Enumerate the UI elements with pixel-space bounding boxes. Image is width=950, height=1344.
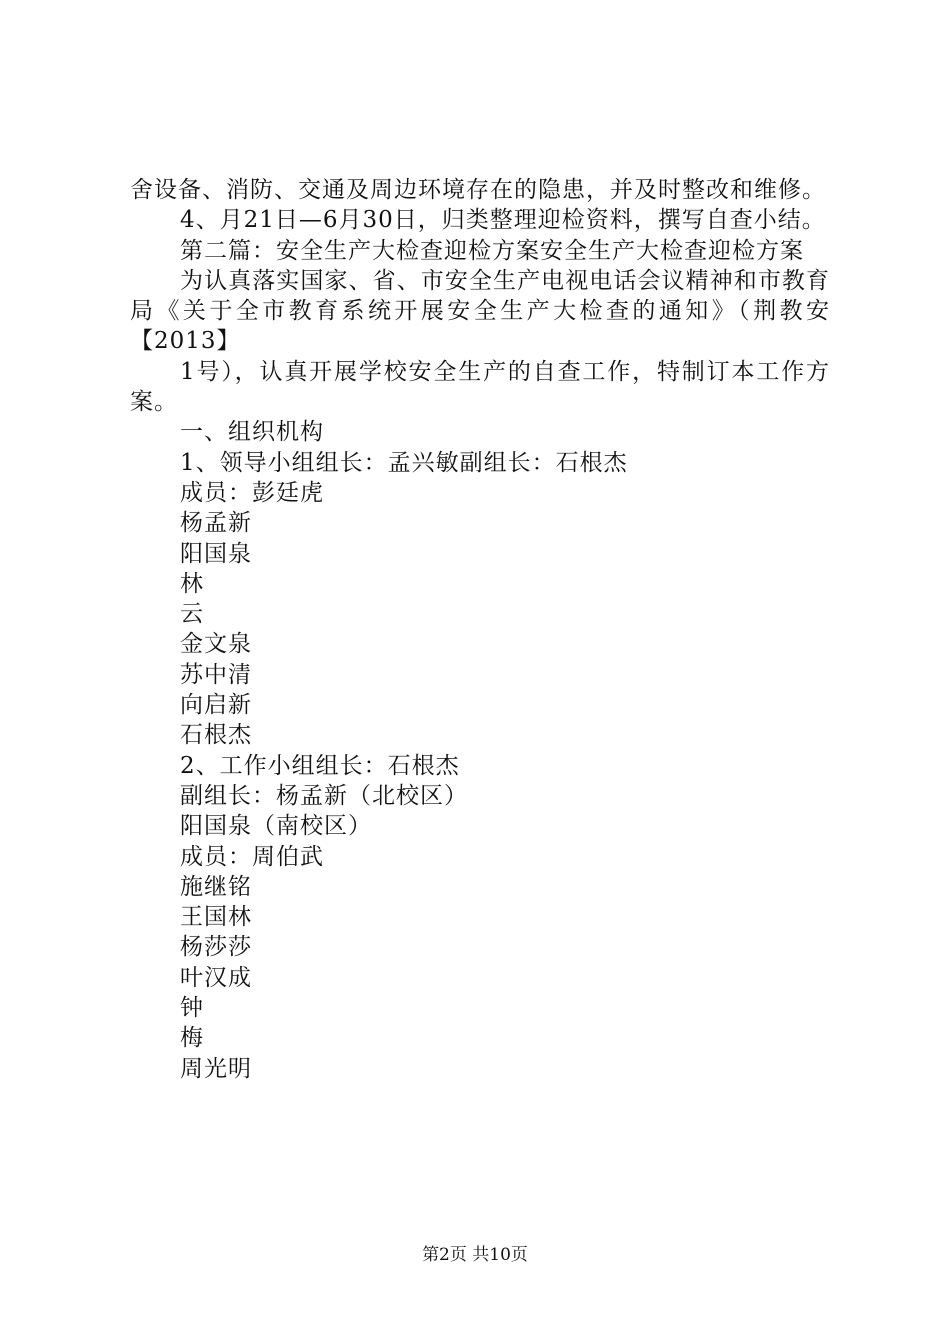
list-item: 周光明 [180, 1055, 252, 1082]
list-item: 阳国泉 [180, 540, 252, 567]
list-item: 向启新 [180, 692, 252, 719]
list-item: 副组长：杨孟新（北校区） [180, 782, 468, 809]
list-item: 1、领导小组组长：孟兴敏副组长：石根杰 [180, 449, 628, 476]
list-item: 林 [180, 570, 204, 597]
list-item: 阳国泉（南校区） [180, 813, 372, 840]
list-item: 成员：彭廷虎 [180, 479, 324, 506]
list-item: 云 [180, 601, 204, 628]
document-body [130, 175, 830, 1084]
list-heading: 一、组织机构 [180, 419, 324, 446]
page-number: 第2页 共10页 [422, 1245, 528, 1265]
list-item: 成员：周伯武 [180, 843, 324, 870]
list-item: 苏中清 [180, 661, 252, 688]
list-item: 叶汉成 [180, 964, 252, 991]
list-item: 梅 [180, 1025, 204, 1052]
list-item: 石根杰 [180, 722, 252, 749]
page-footer [0, 1243, 950, 1267]
list-item: 杨莎莎 [180, 934, 252, 961]
section-heading: 第二篇：安全生产大检查迎检方案安全生产大检查迎检方案 [180, 237, 804, 264]
list-item: 金文泉 [180, 631, 252, 658]
list-item: 杨孟新 [180, 510, 252, 537]
list-item: 王国林 [180, 904, 252, 931]
list-item: 施继铭 [180, 873, 252, 900]
continued-paragraph: 舍设备、消防、交通及周边环境存在的隐患，并及时整改和维修。 [130, 177, 826, 203]
list-item: 2、工作小组组长：石根杰 [180, 752, 460, 779]
paragraph: 1号），认真开展学校安全生产的自查工作，特制订本工作方案。 [130, 358, 830, 416]
paragraph: 为认真落实国家、省、市安全生产电视电话会议精神和市教育局《关于全市教育系统开展安全生产大检查的通知》（荆教安【2013】 [130, 267, 830, 355]
list-item: 钟 [180, 995, 204, 1022]
paragraph: 4、月21日—6月30日，归类整理迎检资料，撰写自查小结。 [180, 207, 826, 234]
